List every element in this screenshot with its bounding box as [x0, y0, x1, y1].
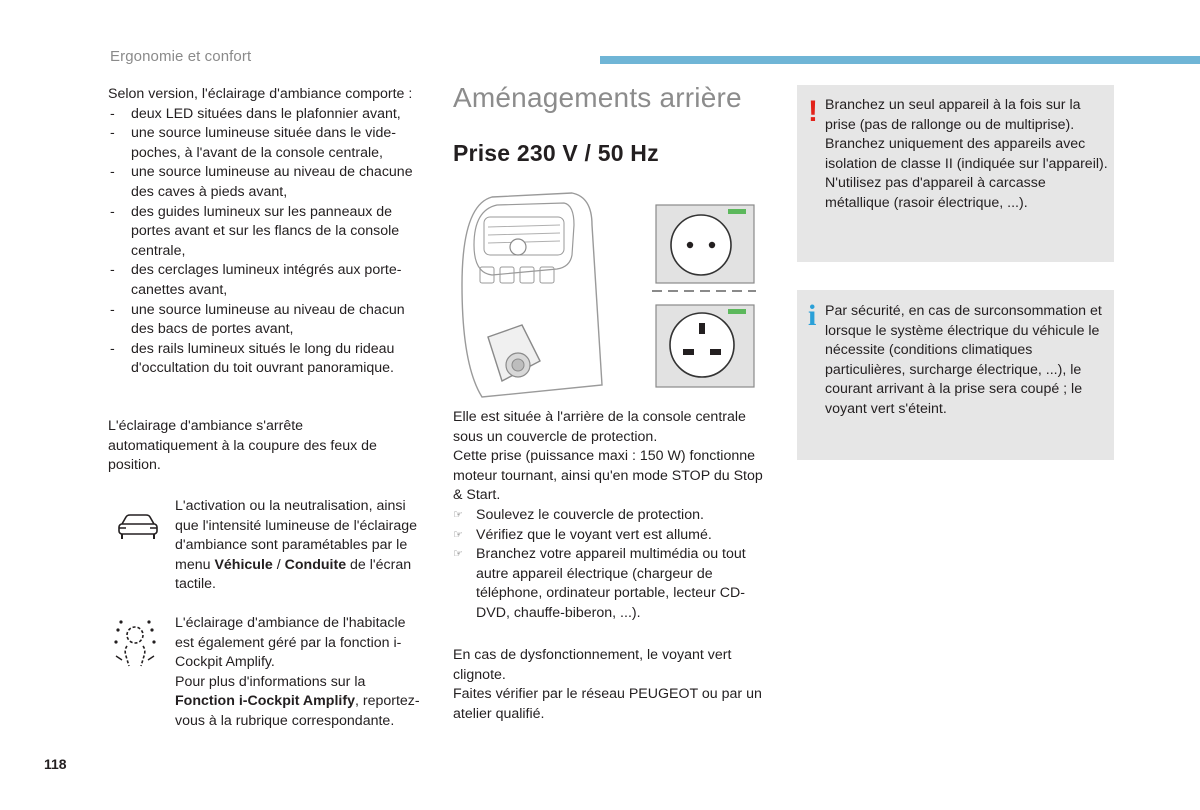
car-front-icon — [116, 512, 160, 542]
page-number: 118 — [44, 756, 67, 772]
list-item: - des rails lumineux situés le long du rideau d'occultation du toit ouvrant panoramique. — [108, 340, 426, 379]
list-item: - des guides lumineux sur les panneaux de portes avant et sur les flancs de la console centrale, — [108, 203, 426, 262]
list-item: - deux LED situées dans le plafonnier avant, — [108, 105, 426, 125]
info-text: Par sécurité, en cas de surconsommation et lorsque le système électrique du véhicule le nécessite (conditions climatiques particulières, surcharge électrique, ...), le courant arrivant à la prise sera coupé ; le voyant vert s'éteint. — [825, 303, 1102, 417]
socket-power-text: Cette prise (puissance maxi : 150 W) fonctionne moteur tournant, ainsi qu'en mode STOP du Stop & Start. — [453, 448, 763, 504]
running-header: Ergonomie et confort — [110, 48, 252, 65]
ambient-lighting-list-block — [108, 85, 426, 379]
intro-text: Selon version, l'éclairage d'ambiance comporte : — [108, 86, 413, 102]
warning-text: Branchez un seul appareil à la fois sur la prise (pas de rallonge ou de multiprise). Branchez uniquement des appareils avec isolation de classe II (indiquée sur l'appareil). N'utilisez pas d'appareil à carcasse métallique (rasoir électrique, ...). — [825, 97, 1108, 211]
info-icon: i — [808, 299, 817, 332]
menu-vehicule: Véhicule — [214, 556, 273, 573]
cockpit-text: L'éclairage d'ambiance de l'habitacle est également géré par la fonction i-Cockpit Amplify. Pour plus d'informations sur la Fonction i-Cockpit Amplify, reportez-vous à la rubrique correspondante. — [175, 615, 420, 729]
header-accent-bar — [600, 56, 1200, 64]
person-ambience-icon — [112, 620, 158, 670]
step-item: ☞ Branchez votre appareil multimédia ou tout autre appareil électrique (chargeur de téléphone, ordinateur portable, lecteur CD-DVD, chauffe-biberon, ...). — [453, 546, 746, 621]
list-item: - une source lumineuse au niveau de chacun des bacs de portes avant, — [108, 301, 426, 340]
socket-location-text: Elle est située à l'arrière de la console centrale sous un couvercle de protection. — [453, 409, 746, 445]
step-item: ☞ Vérifiez que le voyant vert est allumé. — [453, 526, 773, 546]
activation-text: L'activation ou la neutralisation, ainsi que l'intensité lumineuse de l'éclairage d'ambiance sont paramétables par le menu Véhicule / Conduite de l'écran tactile. — [175, 498, 418, 593]
fault-text: En cas de dysfonctionnement, le voyant vert clignote. Faites vérifier par le réseau PEUGEOT ou par un atelier qualifié. — [453, 647, 762, 722]
pointing-hand-icon: ☞ — [453, 548, 463, 561]
list-item: - des cerclages lumineux intégrés aux porte-canettes avant, — [108, 261, 426, 300]
rear-socket-illustration — [452, 185, 764, 407]
pointing-hand-icon: ☞ — [453, 508, 463, 521]
step-item: ☞ Soulevez le couvercle de protection. — [453, 506, 773, 526]
auto-stop-text: L'éclairage d'ambiance s'arrête automatiquement à la coupure des feux de position. — [108, 418, 377, 474]
subsection-title: Prise 230 V / 50 Hz — [453, 140, 659, 166]
steps-list — [453, 506, 773, 624]
section-title: Aménagements arrière — [453, 82, 742, 113]
menu-conduite: Conduite — [284, 556, 347, 573]
list-item: - une source lumineuse située dans le vide-poches, à l'avant de la console centrale, — [108, 124, 426, 163]
lighting-sources-list — [108, 105, 426, 379]
list-item: - une source lumineuse au niveau de chacune des caves à pieds avant, — [108, 163, 426, 202]
cockpit-function-link: Fonction i-Cockpit Amplify — [175, 693, 355, 710]
warning-icon: ! — [808, 95, 818, 128]
socket-description — [453, 408, 773, 624]
pointing-hand-icon: ☞ — [453, 528, 463, 541]
